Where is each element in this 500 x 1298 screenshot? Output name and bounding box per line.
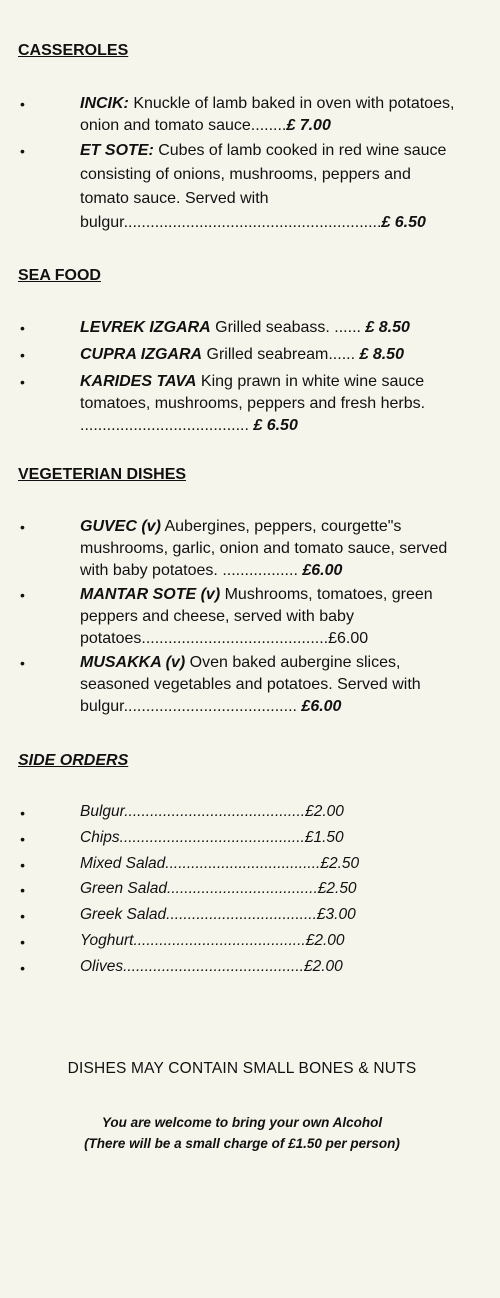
side-price: £2.00 — [305, 931, 345, 949]
casseroles-heading: CASSEROLES — [18, 42, 129, 59]
dish-name: LEVREK IZGARA — [80, 319, 211, 336]
menu-item-levrek-izgara — [0, 317, 500, 339]
dish-price: £6.00 — [296, 698, 342, 715]
bullet: • — [20, 830, 25, 847]
seafood-list — [0, 317, 500, 437]
dish-description: Mushrooms, tomatoes, green peppers and cheese, served with baby potatoes — [80, 586, 433, 647]
side-price: £1.50 — [304, 828, 344, 846]
bullet: • — [20, 587, 25, 603]
seafood-heading: SEA FOOD — [18, 267, 101, 284]
dot-leader: ................. — [222, 562, 298, 579]
dish-price: £ 6.50 — [381, 214, 426, 231]
dish-price: £ 8.50 — [360, 319, 410, 336]
menu-item-incik — [0, 93, 500, 137]
bullet: • — [20, 882, 25, 899]
byo-line-2: (There will be a small charge of £1.50 per person) — [84, 1136, 400, 1151]
dot-leader: ...................................... — [80, 417, 249, 434]
dish-description: Oven baked aubergine slices, seasoned vegetables and potatoes. Served with bulgur — [80, 654, 421, 715]
dish-name: GUVEC (v) — [80, 518, 161, 535]
bullet: • — [20, 96, 25, 112]
byo-alcohol-note — [0, 1112, 484, 1154]
dish-name: MANTAR SOTE (v) — [80, 586, 221, 603]
side-name: Bulgur — [80, 803, 125, 820]
dish-description: King prawn in white wine sauce tomatoes, mushrooms, peppers and fresh herbs. — [80, 373, 426, 412]
dot-leader: ....................................... — [123, 698, 297, 715]
bullet: • — [20, 374, 25, 390]
side-name: Olives — [80, 957, 124, 975]
side-orders-list — [0, 799, 500, 980]
dot-leader: ...... — [328, 346, 356, 363]
dish-price: £ 7.00 — [286, 117, 331, 134]
bullet: • — [20, 908, 25, 925]
dot-leader: .......................................... — [123, 957, 304, 975]
dot-leader: ........................................... — [119, 828, 305, 846]
side-item-green-salad — [0, 876, 500, 902]
casseroles-list — [0, 93, 500, 235]
side-name: Green Salad — [80, 880, 168, 898]
dot-leader: ........ — [250, 117, 287, 134]
dish-price: £ 6.50 — [248, 417, 298, 434]
bullet: • — [20, 933, 25, 950]
dot-leader: ...... — [334, 319, 361, 336]
bullet: • — [20, 519, 25, 535]
side-price: £2.50 — [320, 854, 360, 872]
side-item-bulgur — [0, 799, 500, 825]
dot-leader: .......................................... — [141, 630, 329, 647]
dish-name: INCIK: — [80, 95, 129, 112]
bullet: • — [20, 805, 25, 821]
side-item-yoghurt — [0, 928, 500, 954]
dish-description: Aubergines, peppers, courgette"s mushrooms, garlic, onion and tomato sauce, served with baby potatoes. — [80, 518, 448, 579]
dot-leader: ........................................ — [133, 931, 306, 949]
dish-description: Cubes of lamb cooked in red wine sauce consisting of onions, mushrooms, peppers and tomato sauce. Served with bulgur — [80, 142, 447, 231]
menu-item-karides-tava — [0, 371, 500, 437]
vegetarian-list — [0, 516, 500, 718]
menu-item-musakka — [0, 652, 500, 718]
vegetarian-heading: VEGETERIAN DISHES — [18, 466, 187, 483]
side-price: £2.00 — [303, 957, 343, 975]
bullet: • — [20, 143, 25, 159]
side-price: £2.00 — [305, 803, 344, 820]
dot-leader: .................................... — [165, 854, 321, 872]
side-price: £3.00 — [316, 906, 356, 924]
side-price: £2.50 — [317, 880, 357, 898]
menu-item-cupra-izgara — [0, 344, 500, 366]
dish-name: MUSAKKA (v) — [80, 654, 186, 671]
allergy-notice: DISHES MAY CONTAIN SMALL BONES & NUTS — [67, 1060, 417, 1077]
side-name: Greek Salad — [80, 906, 167, 924]
side-item-greek-salad — [0, 902, 500, 928]
dot-leader: .......................................... — [124, 803, 306, 820]
side-orders-heading: SIDE ORDERS — [18, 752, 129, 769]
dish-price: £6.00 — [297, 562, 343, 579]
dot-leader: ................................... — [167, 880, 318, 898]
dish-name: KARIDES TAVA — [80, 373, 197, 390]
side-name: Mixed Salad — [80, 854, 166, 872]
dish-description: Grilled seabream — [202, 346, 329, 363]
dot-leader: .......................................................... — [123, 214, 382, 231]
dish-description: Knuckle of lamb baked in oven with potatoes, onion and tomato sauce — [80, 95, 455, 134]
bullet: • — [20, 655, 25, 671]
byo-line-1: You are welcome to bring your own Alcohol — [101, 1115, 383, 1130]
dot-leader: ................................... — [166, 906, 317, 924]
side-item-olives — [0, 954, 500, 980]
bullet: • — [20, 320, 25, 336]
menu-item-guvec — [0, 516, 500, 582]
dish-name: CUPRA IZGARA — [80, 346, 203, 363]
dish-price: £6.00 — [328, 630, 369, 647]
bullet: • — [20, 856, 25, 873]
bullet: • — [20, 959, 25, 976]
side-name: Yoghurt — [80, 931, 134, 949]
bullet: • — [20, 347, 25, 363]
dish-price: £ 8.50 — [355, 346, 404, 363]
dish-description: Grilled seabass. — [210, 319, 335, 336]
dish-name: ET SOTE: — [80, 142, 154, 159]
side-item-mixed-salad — [0, 851, 500, 877]
side-name: Chips — [80, 828, 120, 846]
side-item-chips — [0, 825, 500, 851]
menu-item-mantar-sote — [0, 584, 500, 650]
menu-item-et-sote — [0, 139, 500, 235]
